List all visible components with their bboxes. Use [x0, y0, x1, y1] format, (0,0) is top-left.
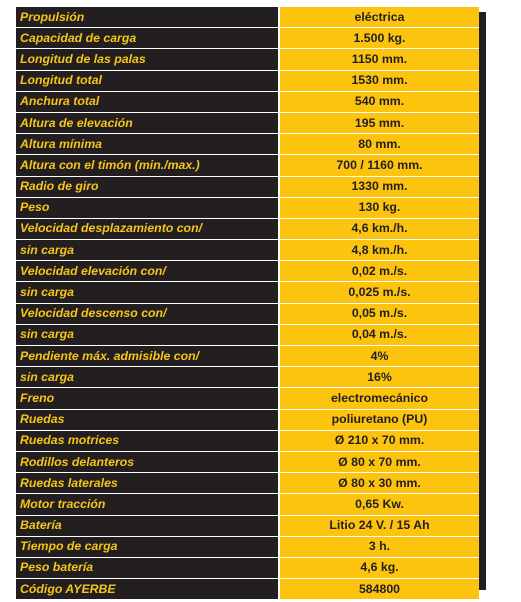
table-row — [16, 240, 479, 261]
table-row — [16, 197, 479, 218]
table-row — [16, 473, 479, 494]
spec-value: Ø 210 x 70 mm. — [279, 430, 479, 451]
table-row — [16, 218, 479, 239]
table-row — [16, 155, 479, 176]
spec-label: Longitud total — [16, 70, 279, 91]
spec-label: Ruedas laterales — [16, 473, 279, 494]
spec-value: 4% — [279, 346, 479, 367]
spec-label: sin carga — [16, 324, 279, 345]
spec-table — [16, 6, 479, 600]
table-row — [16, 409, 479, 430]
spec-label: Ruedas motrices — [16, 430, 279, 451]
spec-label: Propulsión — [16, 7, 279, 28]
spec-value: 0,02 m./s. — [279, 261, 479, 282]
spec-label: sin carga — [16, 367, 279, 388]
spec-label: Ruedas — [16, 409, 279, 430]
spec-value: 700 / 1160 mm. — [279, 155, 479, 176]
spec-value: 1.500 kg. — [279, 28, 479, 49]
table-row — [16, 515, 479, 536]
spec-value: Ø 80 x 30 mm. — [279, 473, 479, 494]
spec-label: sin carga — [16, 240, 279, 261]
spec-value: 0,025 m./s. — [279, 282, 479, 303]
table-row — [16, 112, 479, 133]
table-row — [16, 346, 479, 367]
spec-value: 0,05 m./s. — [279, 303, 479, 324]
spec-value: Ø 80 x 70 mm. — [279, 451, 479, 472]
table-row — [16, 282, 479, 303]
table-row — [16, 28, 479, 49]
spec-label: Freno — [16, 388, 279, 409]
table-row — [16, 70, 479, 91]
spec-value: poliuretano (PU) — [279, 409, 479, 430]
table-row — [16, 7, 479, 28]
spec-value: 0,04 m./s. — [279, 324, 479, 345]
spec-label: sin carga — [16, 282, 279, 303]
spec-value: 1150 mm. — [279, 49, 479, 70]
table-row — [16, 367, 479, 388]
table-row — [16, 536, 479, 557]
spec-label: Rodillos delanteros — [16, 451, 279, 472]
spec-label: Altura con el timón (min./max.) — [16, 155, 279, 176]
table-row — [16, 430, 479, 451]
spec-label: Código AYERBE — [16, 579, 279, 600]
spec-label: Anchura total — [16, 91, 279, 112]
table-row — [16, 176, 479, 197]
spec-label: Pendiente máx. admisible con/ — [16, 346, 279, 367]
spec-label: Velocidad elevación con/ — [16, 261, 279, 282]
spec-label: Batería — [16, 515, 279, 536]
spec-value: eléctrica — [279, 7, 479, 28]
spec-value: 1330 mm. — [279, 176, 479, 197]
spec-label: Motor tracción — [16, 494, 279, 515]
table-row — [16, 451, 479, 472]
spec-value: 16% — [279, 367, 479, 388]
spec-value: 1530 mm. — [279, 70, 479, 91]
spec-label: Capacidad de carga — [16, 28, 279, 49]
table-row — [16, 303, 479, 324]
spec-value: 195 mm. — [279, 112, 479, 133]
spec-value: 584800 — [279, 579, 479, 600]
table-row — [16, 557, 479, 578]
spec-value: 80 mm. — [279, 134, 479, 155]
table-row — [16, 134, 479, 155]
spec-value: 0,65 Kw. — [279, 494, 479, 515]
table-row — [16, 261, 479, 282]
table-shadow-right — [479, 12, 486, 584]
spec-label: Velocidad descenso con/ — [16, 303, 279, 324]
spec-value: Litio 24 V. / 15 Ah — [279, 515, 479, 536]
spec-label: Peso batería — [16, 557, 279, 578]
spec-label: Velocidad desplazamiento con/ — [16, 218, 279, 239]
spec-table-body — [16, 7, 479, 600]
table-row — [16, 494, 479, 515]
table-row — [16, 324, 479, 345]
table-row — [16, 579, 479, 600]
spec-value: 4,6 kg. — [279, 557, 479, 578]
spec-label: Longitud de las palas — [16, 49, 279, 70]
spec-label: Altura mínima — [16, 134, 279, 155]
spec-label: Tiempo de carga — [16, 536, 279, 557]
spec-value: 130 kg. — [279, 197, 479, 218]
table-row — [16, 388, 479, 409]
spec-value: electromecánico — [279, 388, 479, 409]
spec-value: 4,8 km./h. — [279, 240, 479, 261]
table-row — [16, 49, 479, 70]
spec-value: 540 mm. — [279, 91, 479, 112]
spec-label: Peso — [16, 197, 279, 218]
table-row — [16, 91, 479, 112]
spec-value: 4,6 km./h. — [279, 218, 479, 239]
spec-label: Altura de elevación — [16, 112, 279, 133]
spec-label: Radio de giro — [16, 176, 279, 197]
spec-value: 3 h. — [279, 536, 479, 557]
